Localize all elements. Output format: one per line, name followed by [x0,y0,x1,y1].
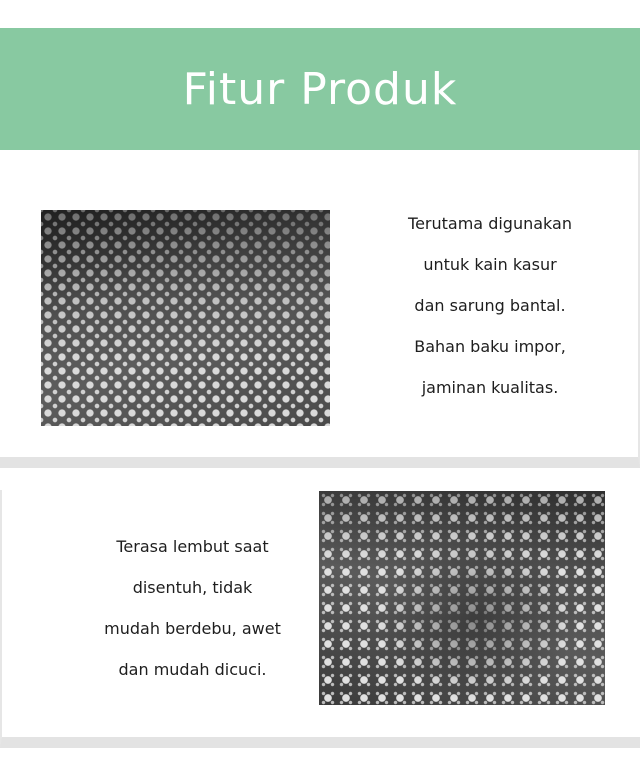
fabric-photo-2 [319,491,605,705]
fabric-photo-1 [41,210,330,426]
photo-shading [319,491,605,705]
description-line: untuk kain kasur [423,255,557,274]
description-line: Terasa lembut saat [116,537,269,556]
description-line: dan mudah dicuci. [118,660,267,679]
feature-description-2 [90,526,295,690]
description-line: Terutama digunakan [408,214,572,233]
description-line: mudah berdebu, awet [104,619,281,638]
header-banner [0,28,640,150]
photo-shading [41,210,330,426]
section-gap [0,468,640,490]
page-title: Fitur Produk [182,63,458,115]
description-line: dan sarung bantal. [414,296,566,315]
description-line: disentuh, tidak [132,578,253,597]
description-line: jaminan kualitas. [421,378,559,397]
description-line: Bahan baku impor, [414,337,566,356]
feature-description-1 [390,203,590,408]
